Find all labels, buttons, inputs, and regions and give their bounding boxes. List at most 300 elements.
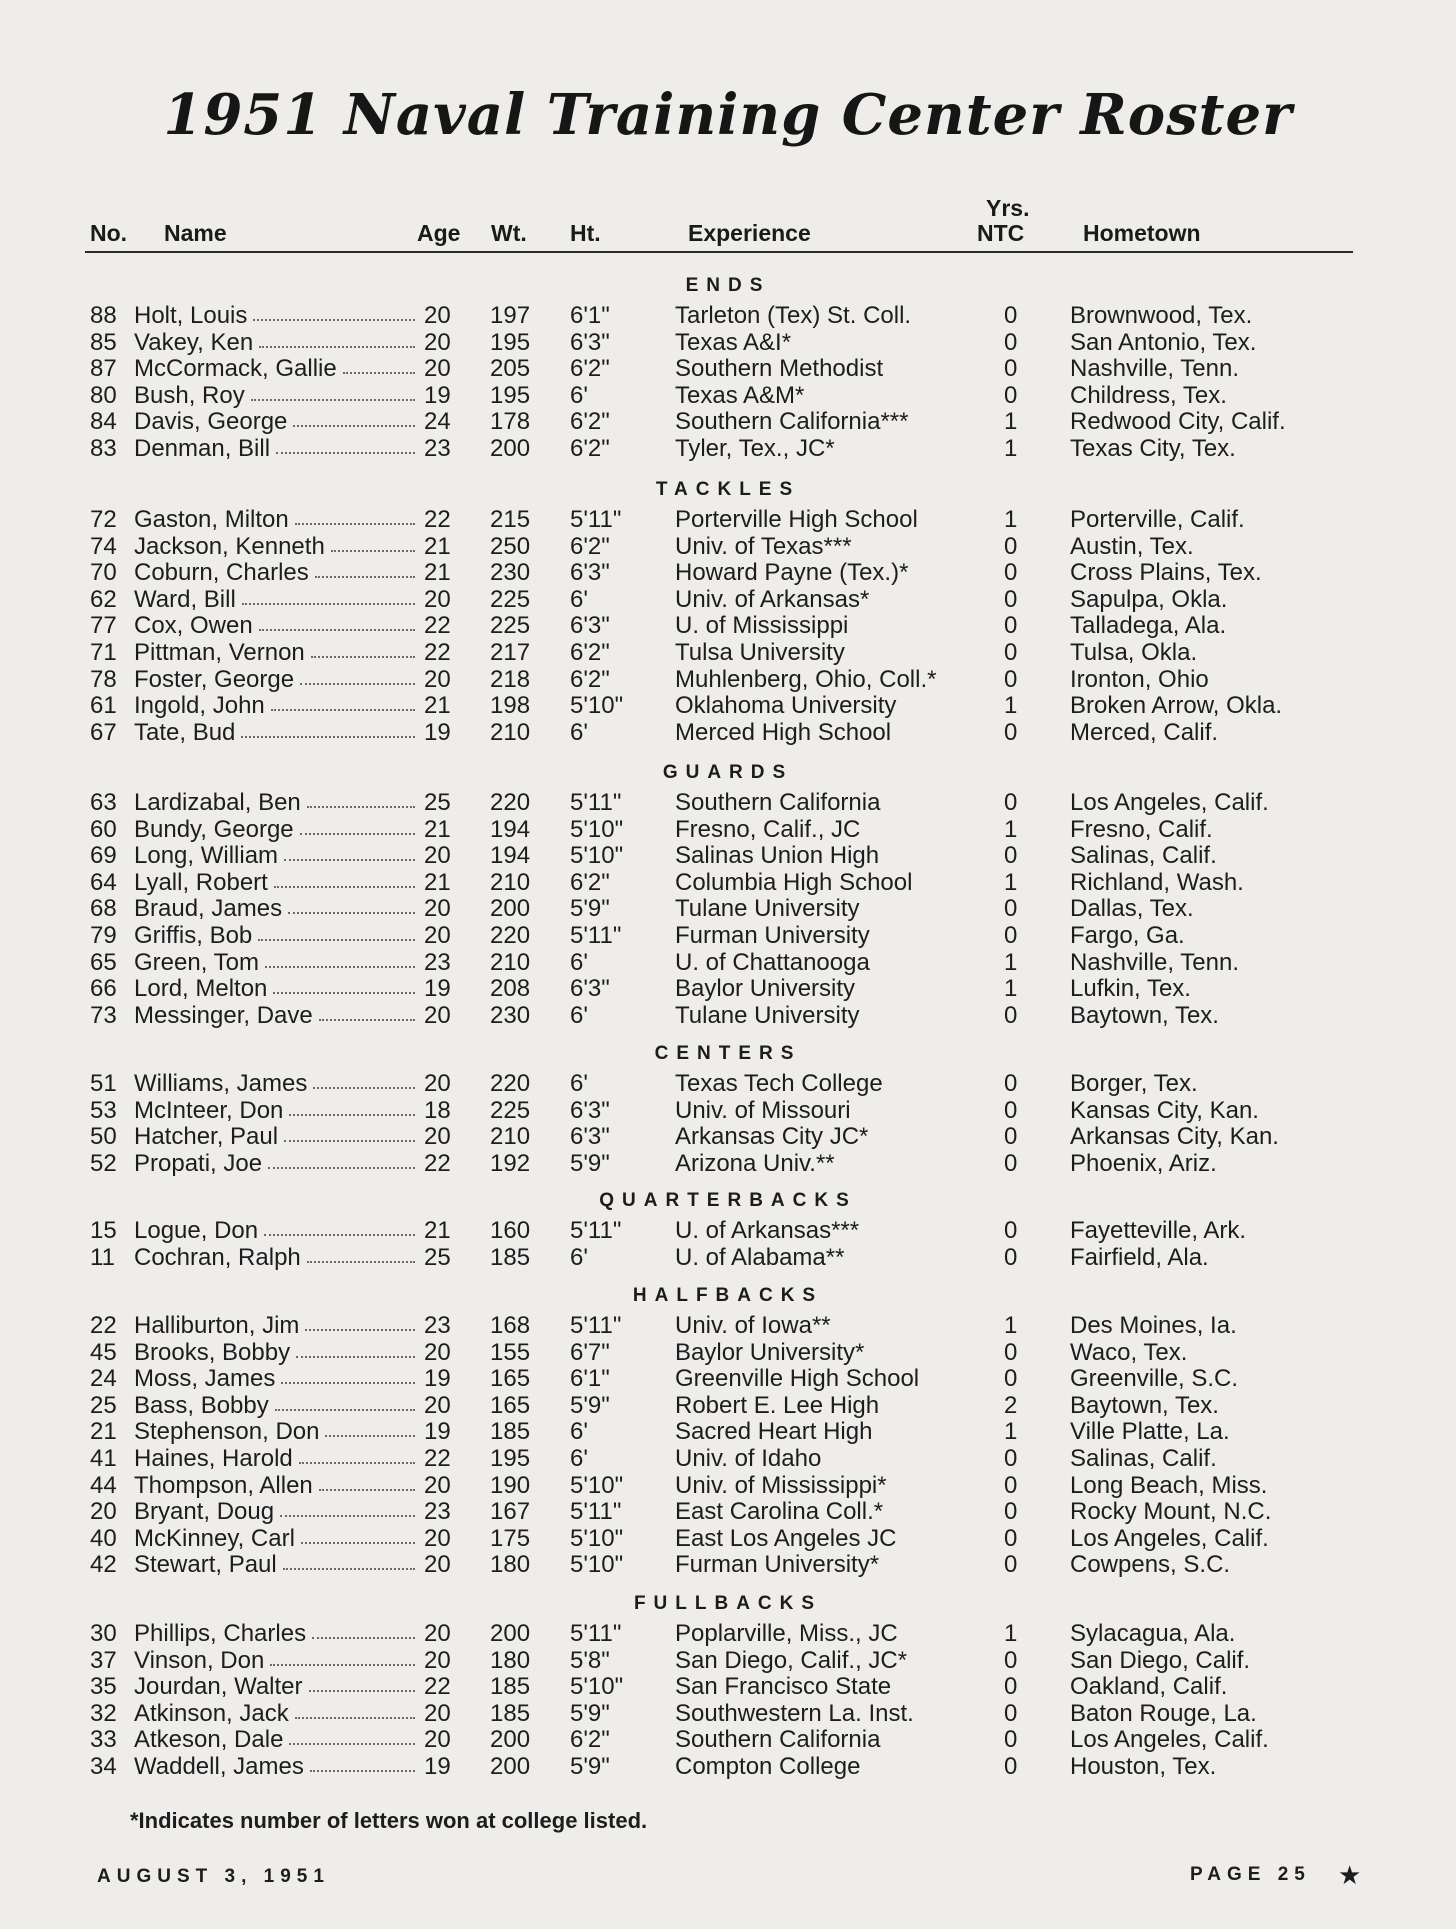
- player-name: Messinger, Dave: [134, 1001, 313, 1029]
- player-weight: 180: [490, 1646, 531, 1674]
- player-age: 20: [424, 1646, 451, 1674]
- page-number: PAGE 25: [1190, 1864, 1311, 1885]
- player-experience: Texas A&I*: [675, 328, 792, 356]
- player-height: 6'2": [570, 1726, 610, 1754]
- table-row: [0, 1418, 1456, 1445]
- player-experience: Tulane University: [675, 1001, 860, 1029]
- player-years-ntc: 0: [1004, 842, 1018, 870]
- header-name: Name: [164, 220, 227, 246]
- player-hometown: Salinas, Calif.: [1070, 842, 1217, 870]
- player-hometown: Phoenix, Ariz.: [1070, 1149, 1217, 1177]
- player-experience: Univ. of Mississippi*: [675, 1471, 887, 1499]
- player-years-ntc: 1: [1004, 975, 1018, 1003]
- table-row: [0, 1620, 1456, 1647]
- player-height: 6'2": [570, 532, 610, 560]
- player-name: Coburn, Charles: [134, 559, 309, 587]
- player-name: Hatcher, Paul: [134, 1123, 279, 1151]
- dot-leader: [307, 1261, 415, 1263]
- player-weight: 194: [490, 842, 531, 870]
- dot-leader: [293, 425, 415, 427]
- player-years-ntc: 0: [1004, 1471, 1018, 1499]
- table-row: [0, 816, 1456, 843]
- player-years-ntc: 0: [1004, 1524, 1018, 1552]
- dot-leader: [268, 1167, 415, 1169]
- player-name: Halliburton, Jim: [134, 1312, 300, 1339]
- player-hometown: Los Angeles, Calif.: [1070, 1524, 1269, 1552]
- table-row: [0, 1472, 1456, 1499]
- player-age: 20: [424, 1551, 451, 1579]
- player-name: Long, William: [134, 842, 279, 870]
- header-yrs: Yrs.: [986, 195, 1030, 221]
- player-number: 24: [90, 1365, 117, 1393]
- player-hometown: Cross Plains, Tex.: [1070, 559, 1262, 587]
- table-row: [0, 435, 1456, 462]
- player-age: 19: [424, 1365, 451, 1393]
- player-hometown: Fresno, Calif.: [1070, 815, 1213, 843]
- player-weight: 165: [490, 1391, 531, 1419]
- player-years-ntc: 0: [1004, 789, 1018, 816]
- player-experience: Univ. of Texas***: [675, 532, 852, 560]
- player-age: 25: [424, 1243, 451, 1271]
- player-number: 85: [90, 328, 117, 356]
- player-number: 45: [90, 1338, 117, 1366]
- header-age: Age: [417, 220, 461, 246]
- player-name: Jourdan, Walter: [134, 1673, 303, 1701]
- player-experience: Southern California: [675, 1726, 881, 1754]
- player-number: 51: [90, 1070, 117, 1097]
- player-age: 20: [424, 1524, 451, 1552]
- player-years-ntc: 1: [1004, 948, 1018, 976]
- player-age: 19: [424, 718, 451, 746]
- player-height: 6'1": [570, 1365, 610, 1393]
- player-height: 6'1": [570, 302, 610, 329]
- player-weight: 200: [490, 1620, 531, 1647]
- player-weight: 194: [490, 815, 531, 843]
- table-row: [0, 1726, 1456, 1753]
- player-hometown: Cowpens, S.C.: [1070, 1551, 1231, 1579]
- player-name: Lardizabal, Ben: [134, 789, 301, 816]
- player-hometown: Long Beach, Miss.: [1070, 1471, 1268, 1499]
- player-height: 5'10": [570, 692, 624, 720]
- player-experience: Sacred Heart High: [675, 1418, 873, 1446]
- player-number: 83: [90, 435, 117, 462]
- dot-leader: [319, 1489, 415, 1491]
- player-number: 65: [90, 948, 117, 976]
- player-name: Ward, Bill: [134, 585, 236, 613]
- player-weight: 195: [490, 381, 531, 409]
- player-name: Bundy, George: [134, 815, 294, 843]
- dot-leader: [259, 346, 415, 348]
- dot-leader: [275, 1409, 415, 1411]
- player-experience: Univ. of Iowa**: [675, 1312, 831, 1339]
- dot-leader: [296, 1356, 415, 1358]
- player-name: McCormack, Gallie: [134, 355, 337, 383]
- dot-leader: [300, 683, 415, 685]
- player-experience: Robert E. Lee High: [675, 1391, 880, 1419]
- player-height: 5'10": [570, 1524, 624, 1552]
- player-number: 72: [90, 506, 117, 533]
- player-years-ntc: 1: [1004, 1620, 1018, 1647]
- table-row: [0, 975, 1456, 1002]
- table-row: [0, 1339, 1456, 1366]
- player-name: Logue, Don: [134, 1217, 259, 1244]
- player-hometown: Talladega, Ala.: [1070, 612, 1227, 640]
- player-age: 20: [424, 842, 451, 870]
- player-years-ntc: 0: [1004, 1001, 1018, 1029]
- table-row: [0, 1525, 1456, 1552]
- player-years-ntc: 0: [1004, 559, 1018, 587]
- player-name: Lord, Melton: [134, 975, 268, 1003]
- player-years-ntc: 1: [1004, 506, 1018, 533]
- player-years-ntc: 0: [1004, 1699, 1018, 1727]
- player-age: 20: [424, 1070, 451, 1097]
- player-age: 20: [424, 1338, 451, 1366]
- player-age: 20: [424, 895, 451, 923]
- player-years-ntc: 0: [1004, 895, 1018, 923]
- player-experience: U. of Alabama**: [675, 1243, 845, 1271]
- dot-leader: [312, 1637, 415, 1639]
- player-experience: Fresno, Calif., JC: [675, 815, 861, 843]
- player-experience: Porterville High School: [675, 506, 918, 533]
- section-heading: GUARDS: [662, 762, 794, 783]
- player-experience: U. of Arkansas***: [675, 1217, 860, 1244]
- player-weight: 217: [490, 639, 531, 666]
- player-height: 6'3": [570, 1096, 610, 1124]
- player-experience: Baylor University*: [675, 1338, 865, 1366]
- dot-leader: [300, 833, 415, 835]
- dot-leader: [309, 1690, 415, 1692]
- player-experience: San Francisco State: [675, 1673, 892, 1701]
- table-row: [0, 1365, 1456, 1392]
- player-height: 5'11": [570, 922, 622, 949]
- player-name: Green, Tom: [134, 948, 259, 976]
- table-row: [0, 302, 1456, 329]
- player-experience: Southern California***: [675, 408, 909, 436]
- player-age: 20: [424, 1391, 451, 1419]
- player-number: 74: [90, 532, 117, 560]
- table-row: [0, 1312, 1456, 1339]
- table-row: [0, 586, 1456, 613]
- player-weight: 220: [490, 1070, 531, 1097]
- player-years-ntc: 1: [1004, 868, 1018, 896]
- player-hometown: Fargo, Ga.: [1070, 922, 1185, 949]
- player-years-ntc: 0: [1004, 1070, 1018, 1097]
- player-weight: 195: [490, 1445, 531, 1472]
- player-age: 21: [424, 1217, 451, 1244]
- table-row: [0, 506, 1456, 533]
- dot-leader: [295, 523, 415, 525]
- player-name: Atkeson, Dale: [134, 1726, 284, 1754]
- player-age: 22: [424, 506, 451, 533]
- player-number: 41: [90, 1445, 117, 1472]
- player-name: Stewart, Paul: [134, 1551, 277, 1579]
- player-number: 22: [90, 1312, 117, 1339]
- player-age: 22: [424, 639, 451, 666]
- player-hometown: Salinas, Calif.: [1070, 1445, 1217, 1472]
- player-age: 21: [424, 532, 451, 560]
- player-name: Propati, Joe: [134, 1149, 263, 1177]
- player-name: Moss, James: [134, 1365, 276, 1393]
- player-years-ntc: 0: [1004, 328, 1018, 356]
- player-height: 5'11": [570, 1217, 622, 1244]
- player-name: Griffis, Bob: [134, 922, 253, 949]
- player-weight: 210: [490, 948, 531, 976]
- player-weight: 195: [490, 328, 531, 356]
- section-heading: TACKLES: [655, 479, 801, 500]
- dot-leader: [325, 1435, 415, 1437]
- player-experience: Tulsa University: [675, 639, 845, 666]
- dot-leader: [284, 859, 415, 861]
- player-number: 84: [90, 408, 117, 436]
- player-number: 35: [90, 1673, 117, 1701]
- player-height: 6'3": [570, 559, 610, 587]
- player-weight: 200: [490, 895, 531, 923]
- player-weight: 165: [490, 1365, 531, 1393]
- player-years-ntc: 0: [1004, 1753, 1018, 1780]
- player-height: 5'11": [570, 1620, 622, 1647]
- player-experience: Southwestern La. Inst.: [675, 1699, 914, 1727]
- player-number: 67: [90, 718, 117, 746]
- player-name: McInteer, Don: [134, 1096, 284, 1124]
- player-height: 6'2": [570, 408, 610, 436]
- player-name: Vakey, Ken: [134, 328, 254, 356]
- player-hometown: Fayetteville, Ark.: [1070, 1217, 1247, 1244]
- player-name: Cochran, Ralph: [134, 1243, 301, 1271]
- player-experience: Baylor University: [675, 975, 856, 1003]
- player-weight: 185: [490, 1699, 531, 1727]
- player-hometown: Tulsa, Okla.: [1070, 639, 1198, 666]
- dot-leader: [274, 886, 415, 888]
- player-weight: 185: [490, 1673, 531, 1701]
- player-years-ntc: 2: [1004, 1391, 1018, 1419]
- player-experience: East Carolina Coll.*: [675, 1498, 884, 1526]
- page-title: 1951 Naval Training Center Roster: [163, 82, 1293, 148]
- player-weight: 220: [490, 922, 531, 949]
- player-number: 73: [90, 1001, 117, 1029]
- player-experience: East Los Angeles JC: [675, 1524, 897, 1552]
- dot-leader: [307, 806, 415, 808]
- player-years-ntc: 0: [1004, 1096, 1018, 1124]
- player-years-ntc: 1: [1004, 435, 1018, 462]
- table-row: [0, 1673, 1456, 1700]
- player-age: 23: [424, 435, 451, 462]
- table-row: [0, 1700, 1456, 1727]
- player-height: 6': [570, 718, 588, 746]
- player-hometown: Childress, Tex.: [1070, 381, 1227, 409]
- player-weight: 192: [490, 1149, 531, 1177]
- player-years-ntc: 0: [1004, 922, 1018, 949]
- dot-leader: [315, 576, 415, 578]
- table-row: [0, 869, 1456, 896]
- player-height: 6': [570, 585, 588, 613]
- dot-leader: [259, 629, 415, 631]
- player-weight: 190: [490, 1471, 531, 1499]
- player-years-ntc: 1: [1004, 815, 1018, 843]
- dot-leader: [281, 1382, 415, 1384]
- player-experience: Greenville High School: [675, 1365, 920, 1393]
- player-hometown: Fairfield, Ala.: [1070, 1243, 1209, 1271]
- player-name: Lyall, Robert: [134, 868, 268, 896]
- player-weight: 185: [490, 1418, 531, 1446]
- table-row: [0, 639, 1456, 666]
- dot-leader: [251, 399, 415, 401]
- header-hometown: Hometown: [1083, 220, 1201, 246]
- player-experience: Merced High School: [675, 718, 892, 746]
- player-age: 23: [424, 948, 451, 976]
- footnote: *Indicates number of letters won at college listed.: [130, 1808, 648, 1833]
- table-row: [0, 895, 1456, 922]
- player-years-ntc: 1: [1004, 408, 1018, 436]
- player-number: 30: [90, 1620, 117, 1647]
- player-years-ntc: 0: [1004, 1243, 1018, 1271]
- player-years-ntc: 0: [1004, 1498, 1018, 1526]
- table-row: [0, 1002, 1456, 1029]
- dot-leader: [313, 1087, 415, 1089]
- player-height: 6': [570, 1445, 588, 1472]
- player-weight: 167: [490, 1498, 531, 1526]
- player-height: 5'9": [570, 895, 610, 923]
- player-weight: 225: [490, 1096, 531, 1124]
- player-years-ntc: 0: [1004, 1673, 1018, 1701]
- section-heading: CENTERS: [654, 1043, 802, 1064]
- table-row: [0, 692, 1456, 719]
- player-experience: Columbia High School: [675, 868, 913, 896]
- player-age: 19: [424, 1418, 451, 1446]
- player-age: 23: [424, 1312, 451, 1339]
- player-age: 20: [424, 302, 451, 329]
- player-hometown: Nashville, Tenn.: [1070, 355, 1239, 383]
- player-experience: Southern Methodist: [675, 355, 884, 383]
- player-weight: 208: [490, 975, 531, 1003]
- player-height: 5'9": [570, 1149, 610, 1177]
- player-number: 70: [90, 559, 117, 587]
- player-experience: U. of Chattanooga: [675, 948, 870, 976]
- player-experience: Tyler, Tex., JC*: [675, 435, 835, 462]
- player-number: 62: [90, 585, 117, 613]
- player-hometown: Baytown, Tex.: [1070, 1391, 1219, 1419]
- table-row: [0, 1217, 1456, 1244]
- player-hometown: Broken Arrow, Okla.: [1070, 692, 1283, 720]
- player-number: 20: [90, 1498, 117, 1526]
- player-age: 22: [424, 1673, 451, 1701]
- player-number: 64: [90, 868, 117, 896]
- table-row: [0, 382, 1456, 409]
- table-row: [0, 1097, 1456, 1124]
- player-number: 21: [90, 1418, 117, 1446]
- player-number: 40: [90, 1524, 117, 1552]
- player-experience: Furman University*: [675, 1551, 880, 1579]
- player-hometown: Baton Rouge, La.: [1070, 1699, 1257, 1727]
- player-weight: 198: [490, 692, 531, 720]
- player-weight: 225: [490, 612, 531, 640]
- player-hometown: Borger, Tex.: [1070, 1070, 1198, 1097]
- dot-leader: [241, 736, 415, 738]
- player-name: Haines, Harold: [134, 1445, 293, 1472]
- player-experience: San Diego, Calif., JC*: [675, 1646, 908, 1674]
- player-age: 21: [424, 868, 451, 896]
- player-experience: Univ. of Idaho: [675, 1445, 822, 1472]
- player-age: 18: [424, 1096, 451, 1124]
- player-name: Davis, George: [134, 408, 288, 436]
- player-hometown: Sapulpa, Okla.: [1070, 585, 1228, 613]
- table-row: [0, 1150, 1456, 1177]
- dot-leader: [264, 1234, 415, 1236]
- player-name: Bryant, Doug: [134, 1498, 275, 1526]
- player-number: 25: [90, 1391, 117, 1419]
- player-age: 20: [424, 922, 451, 949]
- player-hometown: Ville Platte, La.: [1070, 1418, 1230, 1446]
- player-years-ntc: 0: [1004, 532, 1018, 560]
- player-number: 66: [90, 975, 117, 1003]
- player-age: 20: [424, 1471, 451, 1499]
- player-hometown: Austin, Tex.: [1070, 532, 1194, 560]
- player-years-ntc: 0: [1004, 585, 1018, 613]
- header-rule: [85, 251, 1353, 253]
- player-name: Vinson, Don: [134, 1646, 265, 1674]
- player-name: Brooks, Bobby: [134, 1338, 291, 1366]
- player-name: Bush, Roy: [134, 381, 245, 409]
- player-number: 15: [90, 1217, 117, 1244]
- player-weight: 205: [490, 355, 531, 383]
- player-years-ntc: 0: [1004, 1365, 1018, 1393]
- player-hometown: Arkansas City, Kan.: [1070, 1123, 1279, 1151]
- player-height: 5'9": [570, 1699, 610, 1727]
- player-height: 6'2": [570, 639, 610, 666]
- player-name: Pittman, Vernon: [134, 639, 305, 666]
- player-name: Cox, Owen: [134, 612, 253, 640]
- player-weight: 218: [490, 665, 531, 693]
- player-height: 6'3": [570, 1123, 610, 1151]
- dot-leader: [270, 1664, 415, 1666]
- player-hometown: Los Angeles, Calif.: [1070, 1726, 1269, 1754]
- player-number: 77: [90, 612, 117, 640]
- table-row: [0, 1753, 1456, 1780]
- player-name: Phillips, Charles: [134, 1620, 307, 1647]
- player-height: 6': [570, 1070, 588, 1097]
- player-number: 50: [90, 1123, 117, 1151]
- player-name: Ingold, John: [134, 692, 265, 720]
- dot-leader: [288, 912, 415, 914]
- player-height: 5'10": [570, 842, 624, 870]
- player-years-ntc: 0: [1004, 381, 1018, 409]
- section-heading: ENDS: [685, 275, 771, 296]
- player-age: 20: [424, 665, 451, 693]
- player-weight: 250: [490, 532, 531, 560]
- player-name: Waddell, James: [134, 1753, 304, 1780]
- player-age: 20: [424, 355, 451, 383]
- player-height: 6': [570, 1418, 588, 1446]
- player-weight: 210: [490, 718, 531, 746]
- header-no: No.: [90, 220, 128, 246]
- player-experience: Furman University: [675, 922, 870, 949]
- player-weight: 197: [490, 302, 531, 329]
- player-name: Denman, Bill: [134, 435, 271, 462]
- player-height: 6'7": [570, 1338, 610, 1366]
- table-row: [0, 1070, 1456, 1097]
- player-age: 24: [424, 408, 451, 436]
- player-weight: 225: [490, 585, 531, 613]
- player-number: 69: [90, 842, 117, 870]
- player-weight: 178: [490, 408, 531, 436]
- player-experience: Arizona Univ.**: [675, 1149, 835, 1177]
- player-height: 5'10": [570, 1471, 624, 1499]
- player-height: 6'2": [570, 868, 610, 896]
- player-age: 19: [424, 975, 451, 1003]
- player-weight: 185: [490, 1243, 531, 1271]
- player-number: 61: [90, 692, 117, 720]
- dot-leader: [311, 656, 415, 658]
- player-number: 32: [90, 1699, 117, 1727]
